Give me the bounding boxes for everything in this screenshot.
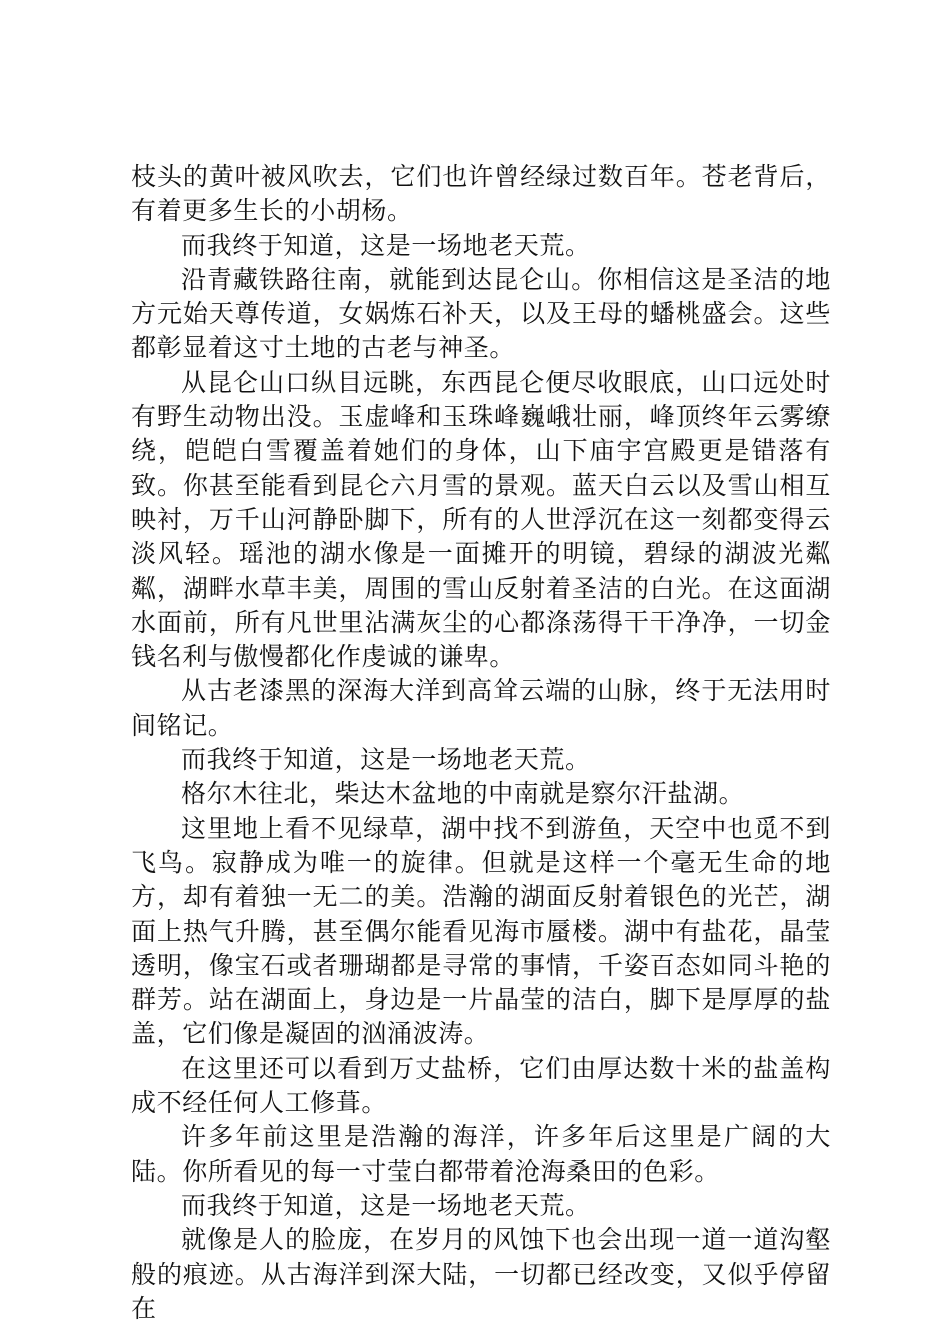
body-text bbox=[131, 160, 831, 1326]
paragraph: 沿青藏铁路往南，就能到达昆仑山。你相信这是圣洁的地方元始天尊传道，女娲炼石补天，以及王母的蟠桃盛会。这些都彰显着这寸土地的古老与神圣。 bbox=[131, 264, 831, 363]
paragraph: 在这里还可以看到万丈盐桥，它们由厚达数十米的盐盖构成不经任何人工修葺。 bbox=[131, 1053, 831, 1118]
paragraph: 从古老漆黑的深海大洋到高耸云端的山脉，终于无法用时间铭记。 bbox=[131, 676, 831, 740]
paragraph: 许多年前这里是浩瀚的海洋，许多年后这里是广阔的大陆。你所看见的每一寸莹白都带着沧海桑田的色彩。 bbox=[131, 1122, 831, 1186]
paragraph: 这里地上看不见绿草，湖中找不到游鱼，天空中也觅不到飞鸟。寂静成为唯一的旋律。但就是这样一个毫无生命的地方，却有着独一无二的美。浩瀚的湖面反射着银色的光芒，湖面上热气升腾，甚至偶尔能看见海市蜃楼。湖中有盐花，晶莹透明，像宝石或者珊瑚都是寻常的事情，千姿百态如同斗艳的群芳。站在湖面上，身边是一片晶莹的洁白，脚下是厚厚的盐盖，它们像是凝固的汹涌波涛。 bbox=[131, 813, 831, 1049]
paragraph: 格尔木往北，柴达木盆地的中南就是察尔汗盐湖。 bbox=[181, 779, 745, 809]
paragraph: 而我终于知道，这是一场地老天荒。 bbox=[181, 1190, 591, 1220]
paragraph: 而我终于知道，这是一场地老天荒。 bbox=[181, 745, 591, 775]
paragraph: 就像是人的脸庞，在岁月的风蚀下也会出现一道一道沟壑般的痕迹。从古海洋到深大陆，一切都已经改变，又似乎停留在 bbox=[131, 1225, 831, 1323]
paragraph: 从昆仑山口纵目远眺，东西昆仑便尽收眼底，山口远处时有野生动物出没。玉虚峰和玉珠峰巍峨壮丽，峰顶终年云雾缭绕，皑皑白雪覆盖着她们的身体，山下庙宇宫殿更是错落有致。你甚至能看到昆仑六月雪的景观。蓝天白云以及雪山相互映衬，万千山河静卧脚下，所有的人世浮沉在这一刻都变得云淡风轻。瑶池的湖水像是一面摊开的明镜，碧绿的湖波光粼粼，湖畔水草丰美，周围的雪山反射着圣洁的白光。在这面湖水面前，所有凡世里沾满灰尘的心都涤荡得干干净净，一切金钱名利与傲慢都化作虔诚的谦卑。 bbox=[131, 367, 831, 672]
paragraph: 而我终于知道，这是一场地老天荒。 bbox=[181, 230, 591, 260]
paragraph: 枝头的黄叶被风吹去，它们也许曾经绿过数百年。苍老背后，有着更多生长的小胡杨。 bbox=[131, 162, 831, 226]
